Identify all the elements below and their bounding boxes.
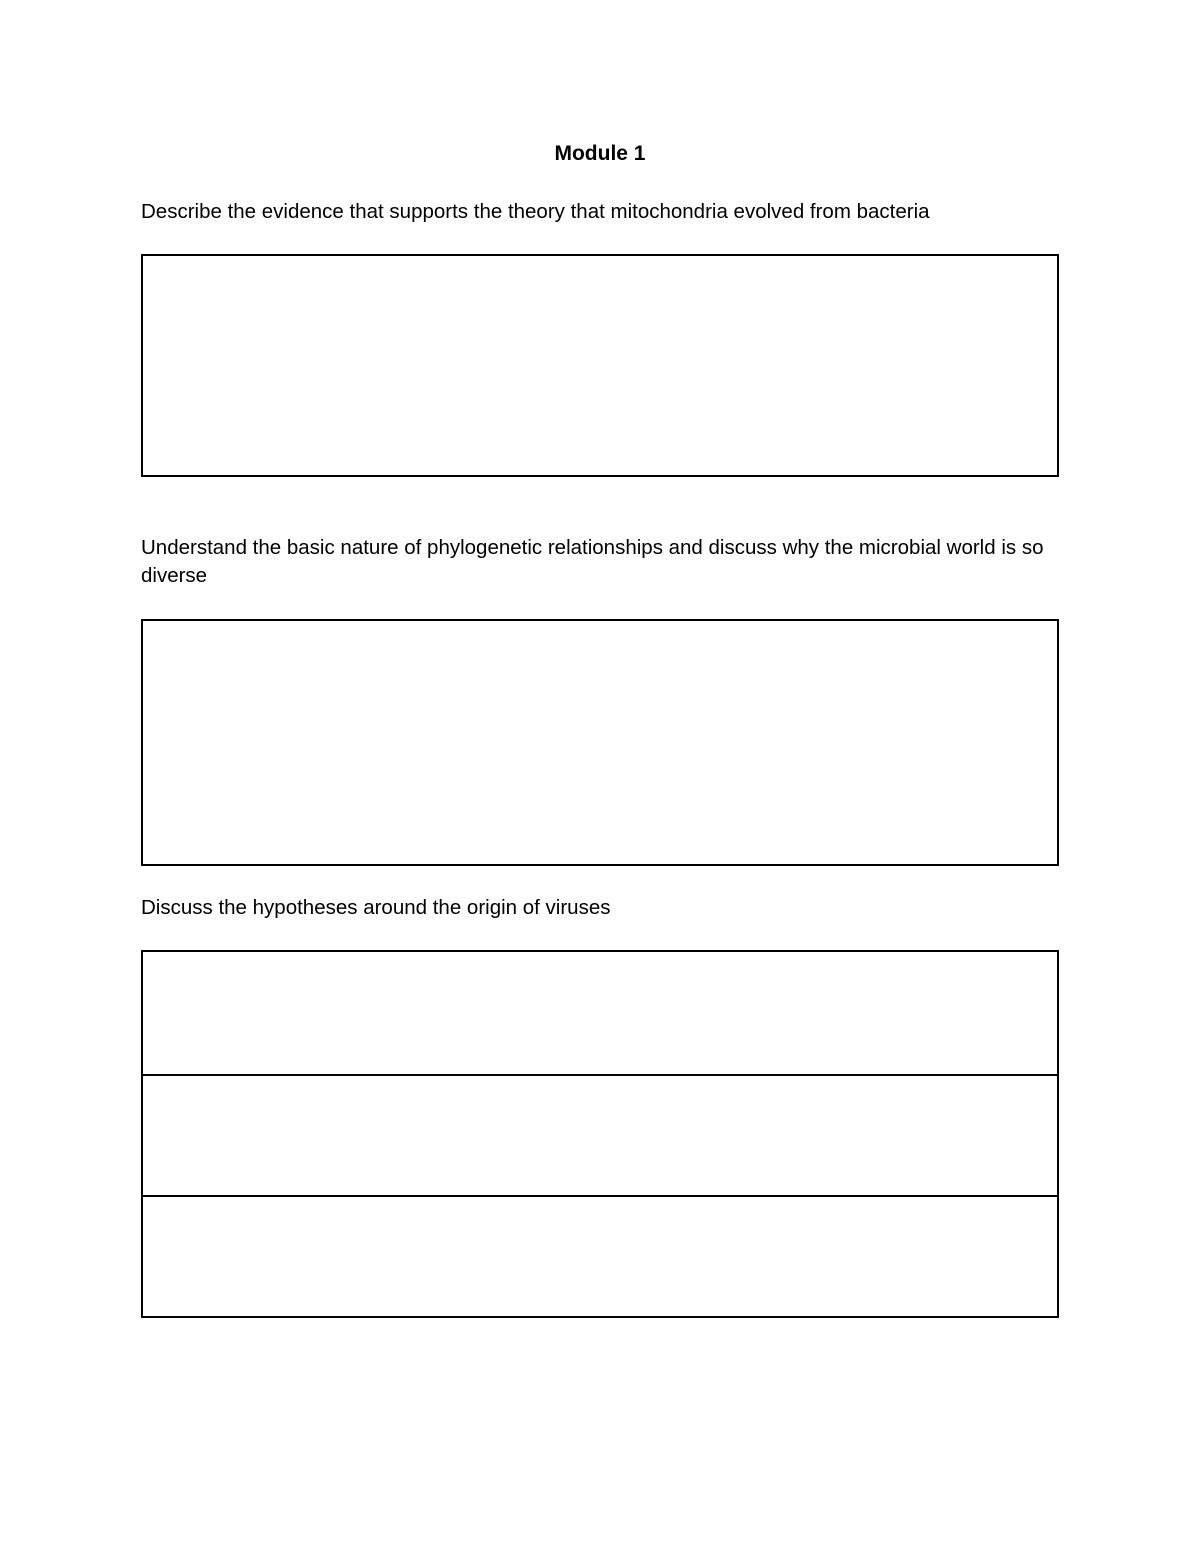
answer-box-1[interactable]	[141, 254, 1059, 477]
question-3-prompt: Discuss the hypotheses around the origin of viruses	[141, 896, 611, 919]
answer-box-3-row-2[interactable]	[143, 1074, 1057, 1196]
question-1-prompt: Describe the evidence that supports the theory that mitochondria evolved from bacteria	[141, 200, 930, 223]
answer-box-3-row-1[interactable]	[143, 952, 1057, 1074]
answer-box-3-row-3[interactable]	[143, 1195, 1057, 1317]
page-title: Module 1	[554, 142, 646, 165]
answer-box-3	[141, 950, 1059, 1318]
question-2-prompt: Understand the basic nature of phylogenetic relationships and discuss why the microbial world is so diverse	[141, 536, 1044, 587]
answer-box-2[interactable]	[141, 619, 1059, 866]
